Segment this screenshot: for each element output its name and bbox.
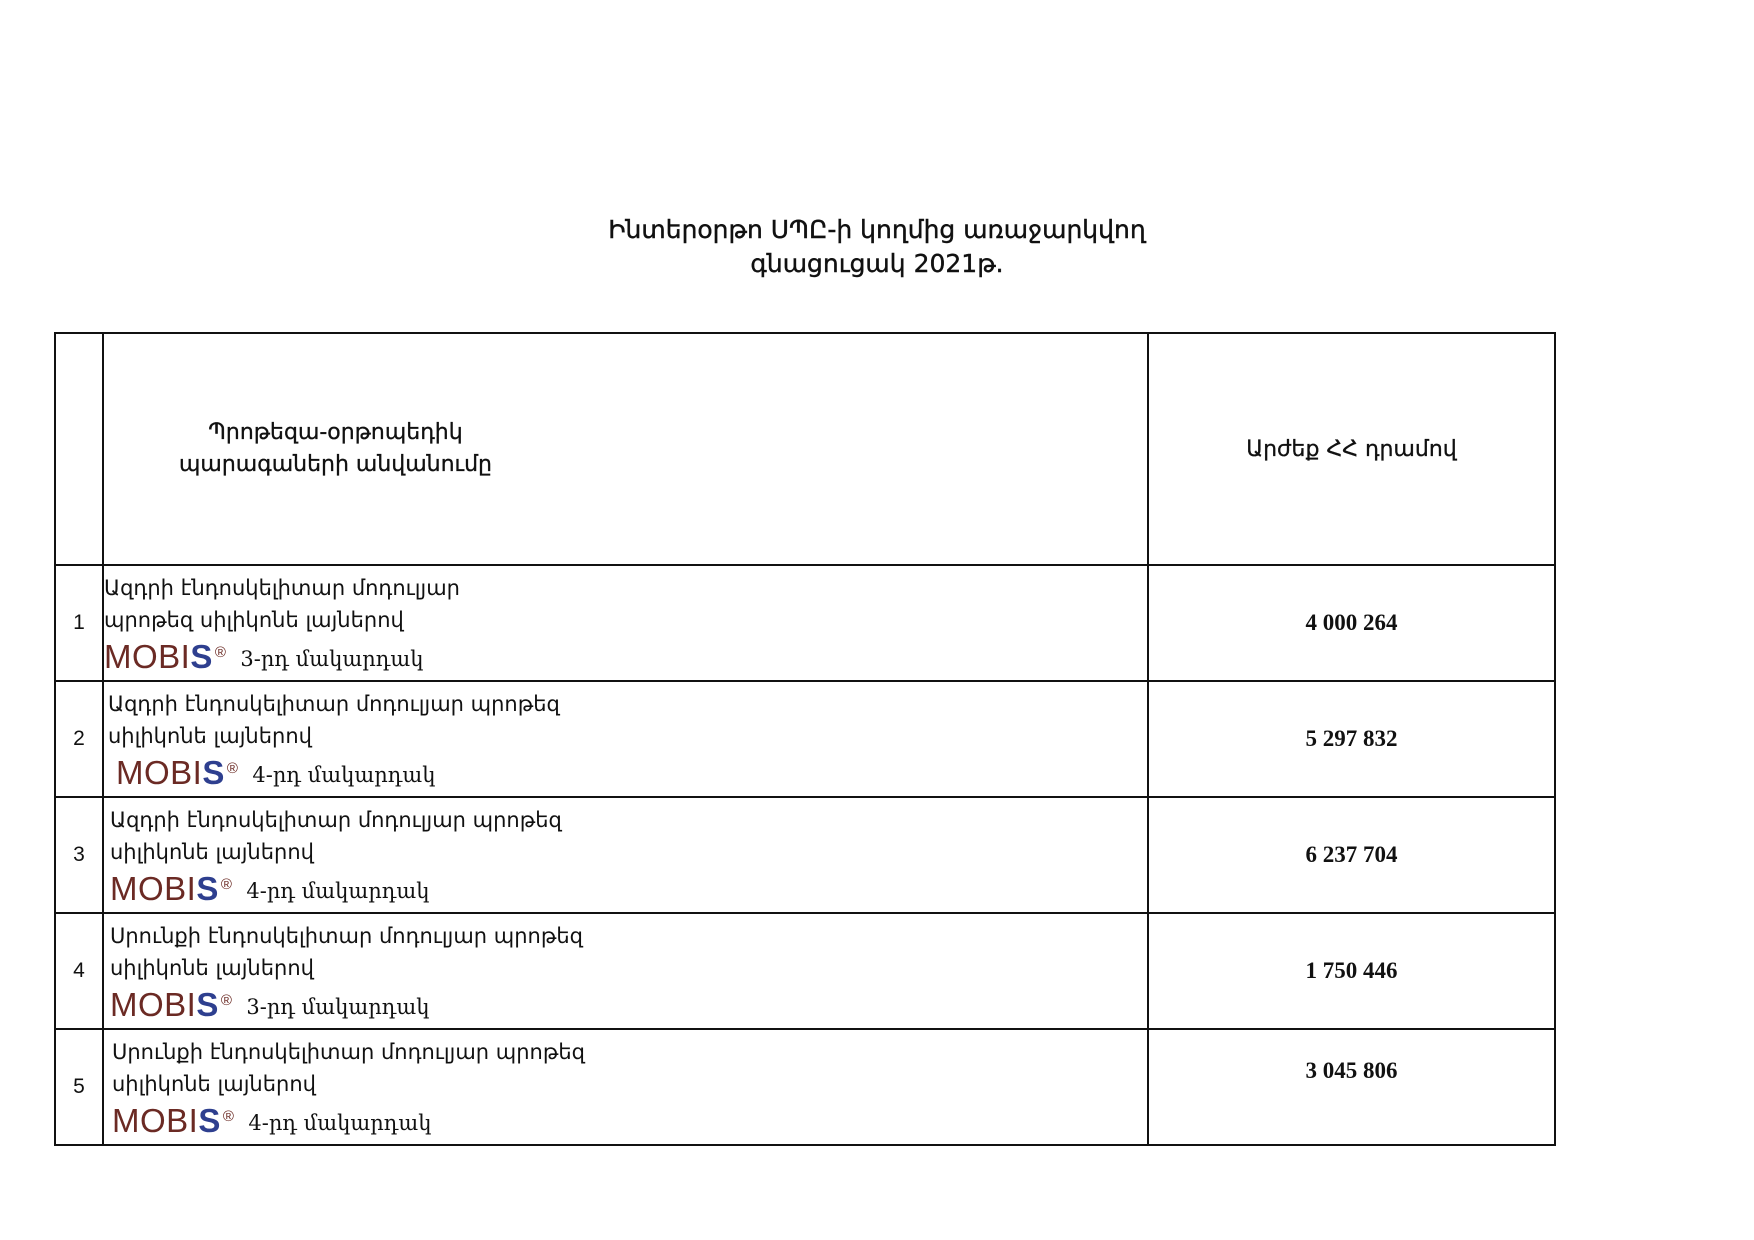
row-value: 6 237 704 (1148, 797, 1555, 913)
logo-s: S (196, 870, 219, 907)
header-name-line-2: պարագաների անվանումը (179, 452, 492, 477)
table-row (55, 913, 1555, 1029)
logo-s: S (202, 754, 225, 791)
logo-mobi: MOBI (112, 1102, 199, 1139)
item-level: 4-րդ մակարդակ (252, 763, 436, 787)
row-number: 1 (55, 565, 103, 681)
logo-mobi: MOBI (116, 754, 203, 791)
logo-s: S (190, 638, 213, 675)
brand-line (112, 1102, 1147, 1138)
logo-registered-mark: ® (220, 992, 233, 1009)
mobis-logo (110, 872, 232, 906)
item-level: 3-րդ մակարդակ (240, 647, 424, 671)
item-line-1: Ազդրի էնդոսկելիտար մոդուլյար (104, 576, 460, 600)
item-line-1: Սրունքի էնդոսկելիտար մոդուլյար պրոթեզ (112, 1040, 585, 1064)
item-line-2: սիլիկոնե լայներով (110, 840, 314, 864)
price-list-table (54, 332, 1556, 1146)
item-line-1: Ազդրի էնդոսկելիտար մոդուլյար պրոթեզ (108, 692, 560, 716)
logo-mobi: MOBI (110, 986, 197, 1023)
brand-line (104, 638, 1147, 674)
row-number: 5 (55, 1029, 103, 1145)
page-title (0, 213, 1754, 281)
logo-registered-mark: ® (222, 1108, 235, 1125)
item-line-2: սիլիկոնե լայներով (110, 956, 314, 980)
item-level: 3-րդ մակարդակ (246, 995, 430, 1019)
header-number-cell (55, 333, 103, 565)
table-row (55, 797, 1555, 913)
table-row (55, 1029, 1555, 1145)
item-description (108, 688, 1147, 752)
item-line-2: պրոթեզ սիլիկոնե լայներով (104, 608, 404, 632)
mobis-logo (104, 640, 226, 674)
brand-line (116, 754, 1147, 790)
item-line-1: Սրունքի էնդոսկելիտար մոդուլյար պրոթեզ (110, 924, 583, 948)
row-value: 3 045 806 (1148, 1029, 1555, 1145)
item-description (112, 1036, 1147, 1100)
item-description (110, 804, 1147, 868)
row-number: 2 (55, 681, 103, 797)
row-name-cell (103, 681, 1148, 797)
logo-registered-mark: ® (220, 876, 233, 893)
item-description (110, 920, 1147, 984)
item-line-2: սիլիկոնե լայներով (108, 724, 312, 748)
logo-s: S (196, 986, 219, 1023)
page-title-line-2: գնացուցակ 2021թ. (750, 249, 1004, 278)
row-number: 4 (55, 913, 103, 1029)
item-line-1: Ազդրի էնդոսկելիտար մոդուլյար պրոթեզ (110, 808, 562, 832)
row-name-cell (103, 565, 1148, 681)
brand-line (110, 986, 1147, 1022)
table-row (55, 565, 1555, 681)
header-name-cell (103, 333, 1148, 565)
row-value: 4 000 264 (1148, 565, 1555, 681)
item-level: 4-րդ մակարդակ (248, 1111, 432, 1135)
logo-registered-mark: ® (226, 760, 239, 777)
page-title-line-1: Ինտերօրթո ՍՊԸ-ի կողմից առաջարկվող (608, 215, 1146, 244)
table-row (55, 681, 1555, 797)
item-level: 4-րդ մակարդակ (246, 879, 430, 903)
brand-line (110, 870, 1147, 906)
row-value: 5 297 832 (1148, 681, 1555, 797)
logo-mobi: MOBI (104, 638, 191, 675)
row-number: 3 (55, 797, 103, 913)
header-value-cell: Արժեք ՀՀ դրամով (1148, 333, 1555, 565)
header-name-line-1: Պրոթեզա-օրթոպեդիկ (208, 420, 463, 445)
item-line-2: սիլիկոնե լայներով (112, 1072, 316, 1096)
row-name-cell (103, 1029, 1148, 1145)
row-name-cell (103, 797, 1148, 913)
logo-mobi: MOBI (110, 870, 197, 907)
logo-registered-mark: ® (214, 644, 227, 661)
mobis-logo (112, 1104, 234, 1138)
row-name-cell (103, 913, 1148, 1029)
table-header-row (55, 333, 1555, 565)
logo-s: S (198, 1102, 221, 1139)
mobis-logo (116, 756, 238, 790)
item-description (104, 572, 1147, 636)
mobis-logo (110, 988, 232, 1022)
row-value: 1 750 446 (1148, 913, 1555, 1029)
